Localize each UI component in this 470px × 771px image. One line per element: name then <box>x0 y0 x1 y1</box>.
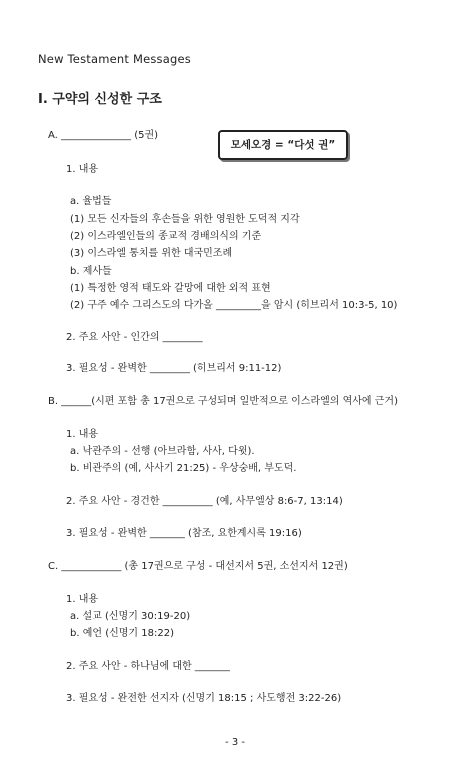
b-content-label: 1. 내용 <box>66 429 99 440</box>
c-content-label: 1. 내용 <box>66 594 99 605</box>
a-sub-a: a. 율법들 <box>70 196 112 207</box>
page-number: - 3 - <box>225 737 245 748</box>
a-line-5: (2) 구주 예수 그리스도의 다가올 _________을 암시 (히브리서 10:3-5, 10) <box>70 300 398 311</box>
a-item-3: 3. 필요성 - 완벽한 ________ (히브리서 9:11-12) <box>66 363 282 374</box>
c-item-3: 3. 필요성 - 완전한 선지자 (신명기 18:15 ; 사도행전 3:22-26) <box>66 693 342 704</box>
b-item-3: 3. 필요성 - 완벽한 _______ (참조, 요한계시록 19:16) <box>66 528 302 539</box>
b-item-2: 2. 주요 사안 - 경건한 __________ (예, 사무엘상 8:6-7, 13:14) <box>66 496 343 507</box>
document-header: New Testament Messages <box>38 52 191 66</box>
heading-c: C. ____________ (총 17권으로 구성 - 대선지서 5권, 소선지서 12권) <box>48 561 348 572</box>
a-content-label: 1. 내용 <box>66 164 99 175</box>
a-line-4: (1) 특정한 영적 태도와 갈망에 대한 외적 표현 <box>70 283 271 294</box>
c-item-2: 2. 주요 사안 - 하나님에 대한 _______ <box>66 661 230 672</box>
section-title: I. 구약의 신성한 구조 <box>38 92 162 107</box>
b-sub-a: a. 낙관주의 - 선행 (아브라함, 사사, 다윗). <box>70 446 255 457</box>
c-sub-a: a. 설교 (신명기 30:19-20) <box>70 611 191 622</box>
c-sub-b: b. 예언 (신명기 18:22) <box>70 628 174 639</box>
a-line-1: (1) 모든 신자들의 후손들을 위한 영원한 도덕적 지각 <box>70 214 300 225</box>
a-item-2: 2. 주요 사안 - 인간의 ________ <box>66 332 203 343</box>
heading-b: B. ______(시편 포함 총 17권으로 구성되며 일반적으로 이스라엘의 역사에 근거) <box>48 396 398 407</box>
b-sub-b: b. 비관주의 (예, 사사기 21:25) - 우상숭배, 부도덕. <box>70 463 297 474</box>
a-line-3: (3) 이스라엘 통치를 위한 대국민조례 <box>70 248 233 259</box>
heading-a: A. ______________ (5권) <box>48 130 159 141</box>
callout-box: 모세오경 = “다섯 권” <box>218 130 348 160</box>
a-sub-b: b. 제사들 <box>70 266 112 277</box>
a-line-2: (2) 이스라엘인들의 종교적 경배의식의 기준 <box>70 231 262 242</box>
